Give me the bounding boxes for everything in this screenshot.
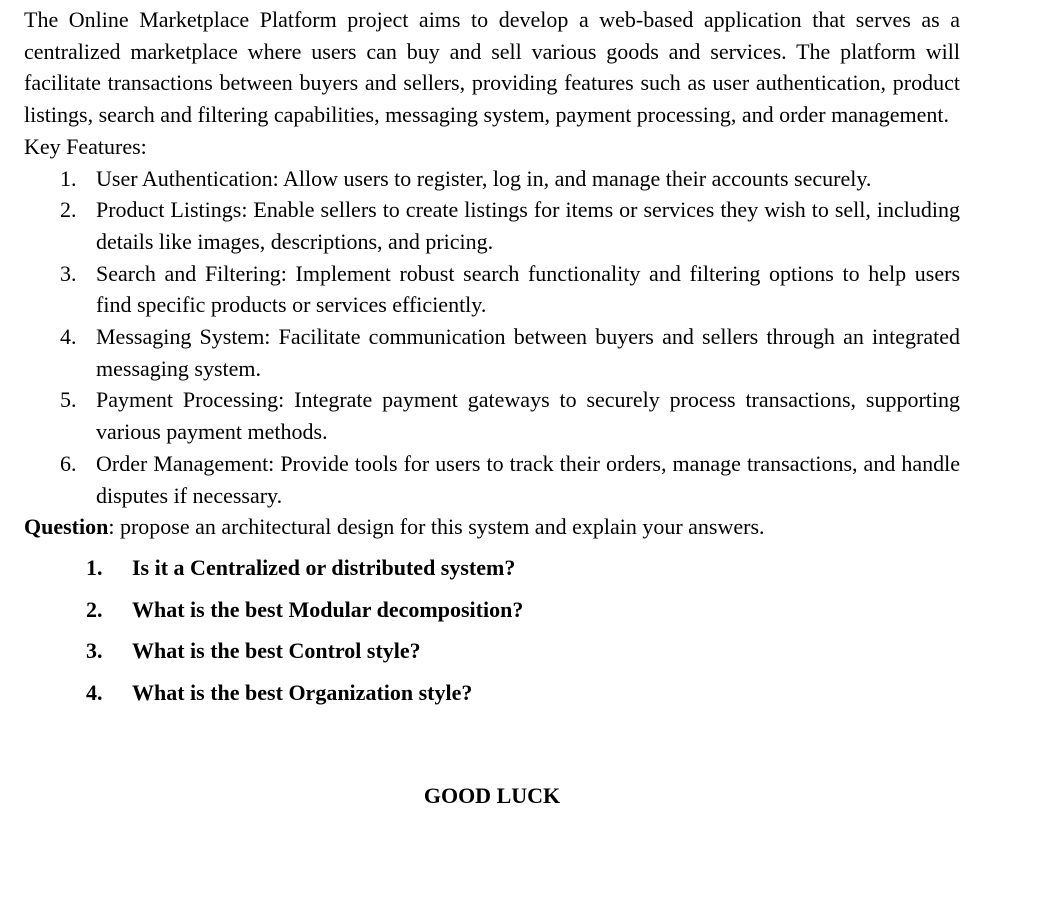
question-line [24, 511, 960, 543]
intro-paragraph: The Online Marketplace Platform project aims to develop a web-based application that serves as a centralized marketplace where users can buy and sell various goods and services. The platform will facilitate transactions between buyers and sellers, providing features such as user authentication, product listings, search and filtering capabilities, messaging system, payment processing, and order management. [24, 7, 960, 128]
feature-item [24, 321, 960, 384]
feature-text: Messaging System: Facilitate communication between buyers and sellers through an integrated messaging system. [96, 324, 960, 381]
question-text: : propose an architectural design for this system and explain your answers. [108, 514, 765, 540]
question-number: 1. [86, 554, 103, 580]
feature-item [24, 194, 960, 257]
feature-item [24, 448, 960, 511]
feature-item [24, 258, 960, 321]
question-item [24, 677, 960, 719]
feature-number: 3. [60, 260, 77, 286]
question-number: 2. [86, 596, 103, 622]
feature-text: User Authentication: Allow users to register, log in, and manage their accounts securely. [96, 165, 872, 191]
feature-text: Order Management: Provide tools for users to track their orders, manage transactions, and handle disputes if necessary. [96, 450, 960, 508]
closing-text-block [24, 780, 960, 812]
question-item-text: What is the best Modular decomposition? [132, 596, 524, 622]
question-number: 3. [86, 638, 103, 664]
key-features-list [24, 163, 960, 512]
question-item-text: What is the best Organization style? [132, 679, 473, 705]
feature-item [24, 384, 960, 447]
feature-number: 6. [60, 450, 77, 476]
feature-number: 1. [60, 165, 77, 191]
question-item [24, 594, 960, 636]
question-item [24, 635, 960, 677]
question-label: Question [24, 514, 109, 540]
feature-number: 4. [60, 324, 77, 350]
document-page [24, 4, 960, 808]
question-number: 4. [86, 679, 103, 705]
feature-text: Product Listings: Enable sellers to create listings for items or services they wish to sell, including details like images, descriptions, and pricing. [96, 197, 960, 254]
feature-text: Search and Filtering: Implement robust search functionality and filtering options to help users find specific products or services efficiently. [96, 260, 960, 318]
feature-text: Payment Processing: Integrate payment gateways to securely process transactions, supporting various payment methods. [96, 387, 960, 445]
question-item [24, 552, 960, 594]
questions-list [24, 552, 960, 718]
feature-number: 2. [60, 197, 77, 223]
feature-item [24, 163, 960, 195]
question-item-text: Is it a Centralized or distributed system? [132, 554, 516, 580]
question-item-text: What is the best Control style? [132, 638, 421, 664]
key-features-heading: Key Features: [24, 133, 147, 159]
closing-text: GOOD LUCK [423, 783, 561, 808]
feature-number: 5. [60, 387, 77, 413]
